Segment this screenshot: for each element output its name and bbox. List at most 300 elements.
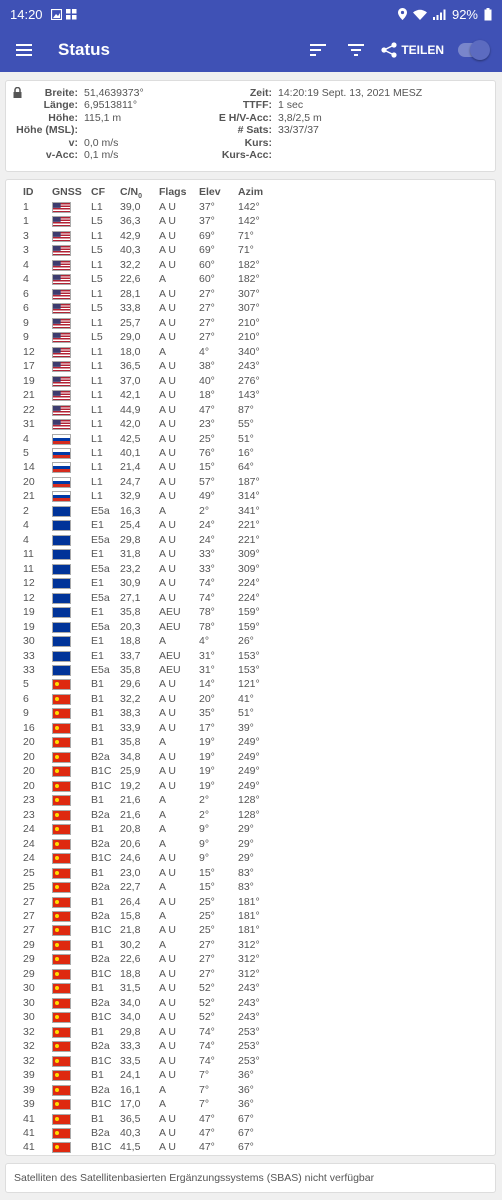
table-row bbox=[6, 895, 495, 909]
china-flag-icon bbox=[52, 954, 71, 965]
sat-flags: A U bbox=[159, 302, 176, 315]
elevation: 74° bbox=[199, 1054, 215, 1067]
china-flag-icon bbox=[52, 824, 71, 835]
carrier-frequency: L1 bbox=[91, 490, 103, 503]
sat-flags: AEU bbox=[159, 620, 181, 633]
carrier-frequency: B1 bbox=[91, 794, 104, 807]
signal-strength: 32,2 bbox=[120, 692, 141, 705]
gnss-flag bbox=[52, 376, 71, 387]
azimuth: 142° bbox=[238, 201, 260, 213]
russia-flag-icon bbox=[52, 434, 71, 445]
signal-strength: 41,5 bbox=[120, 1141, 141, 1154]
gnss-flag bbox=[52, 636, 71, 647]
azimuth: 182° bbox=[238, 258, 260, 271]
gnss-flag bbox=[52, 665, 71, 676]
carrier-frequency: B2a bbox=[91, 1083, 110, 1096]
info-label: v: bbox=[68, 136, 78, 149]
table-row bbox=[6, 417, 495, 431]
elevation: 69° bbox=[199, 244, 215, 257]
signal-strength: 22,7 bbox=[120, 881, 141, 894]
table-row bbox=[6, 1039, 495, 1053]
carrier-frequency: B1 bbox=[91, 1112, 104, 1125]
carrier-frequency: B1 bbox=[91, 707, 104, 720]
signal-strength: 33,7 bbox=[120, 649, 141, 662]
table-row bbox=[6, 808, 495, 822]
sat-flags: AEU bbox=[159, 606, 181, 619]
sat-id: 23 bbox=[23, 808, 35, 821]
gnss-flag bbox=[52, 289, 71, 300]
position-info-card bbox=[5, 80, 496, 172]
table-row bbox=[6, 837, 495, 851]
carrier-frequency: E5a bbox=[91, 562, 110, 575]
sat-id: 4 bbox=[23, 533, 29, 546]
elevation: 27° bbox=[199, 967, 215, 980]
sat-flags: A U bbox=[159, 678, 176, 691]
elevation: 25° bbox=[199, 432, 215, 445]
sat-id: 32 bbox=[23, 1040, 35, 1053]
sat-id: 11 bbox=[23, 548, 34, 561]
sat-flags: A U bbox=[159, 895, 176, 908]
carrier-frequency: E1 bbox=[91, 577, 104, 590]
china-flag-icon bbox=[52, 1114, 71, 1125]
gnss-flag bbox=[52, 752, 71, 763]
signal-strength: 15,8 bbox=[120, 909, 141, 922]
elevation: 17° bbox=[199, 721, 215, 734]
gnss-flag bbox=[52, 231, 71, 242]
gnss-flag bbox=[52, 1114, 71, 1125]
eu-flag-icon bbox=[52, 651, 71, 662]
carrier-frequency: L5 bbox=[91, 331, 103, 344]
sat-flags: A U bbox=[159, 866, 176, 879]
gnss-flag bbox=[52, 998, 71, 1009]
altitude-msl-row bbox=[6, 124, 196, 136]
signal-strength: 33,3 bbox=[120, 1040, 141, 1053]
carrier-frequency: B1 bbox=[91, 982, 104, 995]
china-flag-icon bbox=[52, 679, 71, 690]
sat-id: 20 bbox=[23, 475, 35, 488]
azimuth: 71° bbox=[238, 229, 254, 242]
table-row bbox=[6, 851, 495, 865]
azimuth: 224° bbox=[238, 591, 260, 604]
azimuth: 309° bbox=[238, 548, 260, 561]
table-row bbox=[6, 475, 495, 489]
table-row bbox=[6, 706, 495, 720]
usa-flag-icon bbox=[52, 289, 71, 300]
gnss-flag bbox=[52, 274, 71, 285]
china-flag-icon bbox=[52, 810, 71, 821]
elevation: 18° bbox=[199, 389, 215, 402]
sat-id: 30 bbox=[23, 996, 35, 1009]
signal-strength: 24,7 bbox=[120, 475, 141, 488]
azimuth: 55° bbox=[238, 418, 254, 431]
sat-id: 1 bbox=[23, 201, 29, 213]
elevation: 47° bbox=[199, 403, 215, 416]
elevation: 7° bbox=[199, 1083, 210, 1096]
sat-flags: A U bbox=[159, 374, 176, 387]
sat-id: 20 bbox=[23, 750, 35, 763]
sat-id: 23 bbox=[23, 794, 35, 807]
signal-strength: 16,1 bbox=[120, 1083, 141, 1096]
signal-strength: 30,2 bbox=[120, 938, 141, 951]
table-row bbox=[6, 620, 495, 634]
signal-strength: 22,6 bbox=[120, 273, 141, 286]
azimuth: 159° bbox=[238, 606, 260, 619]
eu-flag-icon bbox=[52, 549, 71, 560]
azimuth: 210° bbox=[238, 331, 260, 344]
carrier-frequency: L1 bbox=[91, 316, 103, 329]
usa-flag-icon bbox=[52, 405, 71, 416]
accuracy-value: 3,8/2,5 m bbox=[278, 111, 322, 124]
share-button[interactable] bbox=[375, 28, 452, 72]
gnss-flag bbox=[52, 245, 71, 256]
course-acc-row bbox=[198, 149, 493, 161]
sat-id: 11 bbox=[23, 562, 34, 575]
sat-flags: A U bbox=[159, 1141, 176, 1154]
info-label: v-Acc: bbox=[45, 149, 78, 162]
sat-flags: A U bbox=[159, 924, 176, 937]
table-row bbox=[6, 591, 495, 605]
sat-id: 4 bbox=[23, 432, 29, 445]
sat-id: 4 bbox=[23, 519, 29, 532]
signal-strength: 22,6 bbox=[120, 953, 141, 966]
usa-flag-icon bbox=[52, 216, 71, 227]
info-left-column bbox=[6, 87, 196, 161]
signal-strength: 35,8 bbox=[120, 664, 141, 676]
usa-flag-icon bbox=[52, 303, 71, 314]
azimuth: 249° bbox=[238, 779, 260, 792]
table-row bbox=[6, 576, 495, 590]
elevation: 7° bbox=[199, 1069, 210, 1082]
gnss-flag bbox=[52, 983, 71, 994]
sat-id: 29 bbox=[23, 938, 35, 951]
usa-flag-icon bbox=[52, 318, 71, 329]
signal-strength: 32,2 bbox=[120, 258, 141, 271]
table-row bbox=[6, 735, 495, 749]
hamburger-icon[interactable] bbox=[0, 28, 48, 72]
table-row bbox=[6, 938, 495, 952]
china-flag-icon bbox=[52, 795, 71, 806]
gnss-flag bbox=[52, 260, 71, 271]
azimuth: 143° bbox=[238, 389, 260, 402]
sat-id: 9 bbox=[23, 331, 29, 344]
sat-id: 41 bbox=[23, 1112, 35, 1125]
table-header bbox=[6, 184, 495, 201]
signal-strength: 33,9 bbox=[120, 721, 141, 734]
azimuth: 71° bbox=[238, 244, 254, 257]
tracking-toggle[interactable] bbox=[458, 43, 488, 57]
table-row bbox=[6, 1083, 495, 1097]
azimuth: 243° bbox=[238, 1011, 260, 1024]
signal-strength: 33,8 bbox=[120, 302, 141, 315]
carrier-frequency: B1C bbox=[91, 779, 112, 792]
sat-id: 39 bbox=[23, 1069, 35, 1082]
azimuth: 341° bbox=[238, 504, 260, 517]
sat-flags: A U bbox=[159, 1127, 176, 1139]
elevation: 52° bbox=[199, 982, 215, 995]
gnss-flag bbox=[52, 303, 71, 314]
sat-id: 9 bbox=[23, 707, 29, 720]
table-row bbox=[6, 446, 495, 460]
sort-icon[interactable] bbox=[299, 28, 337, 72]
usa-flag-icon bbox=[52, 332, 71, 343]
signal-strength: 17,0 bbox=[120, 1098, 141, 1111]
elevation: 74° bbox=[199, 1040, 215, 1053]
azimuth: 221° bbox=[238, 519, 260, 532]
carrier-frequency: B2a bbox=[91, 750, 110, 763]
sat-id: 9 bbox=[23, 316, 29, 329]
azimuth: 83° bbox=[238, 866, 254, 879]
gnss-flag bbox=[52, 1142, 71, 1153]
china-flag-icon bbox=[52, 708, 71, 719]
china-flag-icon bbox=[52, 752, 71, 763]
azimuth: 67° bbox=[238, 1141, 254, 1154]
longitude-value: 6,9513811° bbox=[84, 99, 138, 112]
sat-flags: A U bbox=[159, 461, 176, 474]
eu-flag-icon bbox=[52, 578, 71, 589]
china-flag-icon bbox=[52, 897, 71, 908]
gnss-flag bbox=[52, 897, 71, 908]
elevation: 15° bbox=[199, 881, 215, 894]
elevation: 27° bbox=[199, 316, 215, 329]
gnss-flag bbox=[52, 954, 71, 965]
azimuth: 128° bbox=[238, 794, 260, 807]
signal-strength: 25,4 bbox=[120, 519, 141, 532]
signal-strength: 35,8 bbox=[120, 736, 141, 749]
info-label: Länge: bbox=[43, 99, 78, 112]
signal-strength: 33,5 bbox=[120, 1054, 141, 1067]
azimuth: 314° bbox=[238, 490, 260, 503]
table-row bbox=[6, 258, 495, 272]
sat-id: 21 bbox=[23, 490, 35, 503]
table-row bbox=[6, 518, 495, 532]
gnss-flag bbox=[52, 332, 71, 343]
table-row bbox=[6, 721, 495, 735]
china-flag-icon bbox=[52, 940, 71, 951]
table-row bbox=[6, 866, 495, 880]
gnss-flag bbox=[52, 593, 71, 604]
usa-flag-icon bbox=[52, 260, 71, 271]
azimuth: 181° bbox=[238, 895, 260, 908]
table-row bbox=[6, 1025, 495, 1039]
sat-flags: A bbox=[159, 273, 167, 286]
gnss-flag bbox=[52, 925, 71, 936]
carrier-frequency: B2a bbox=[91, 953, 110, 966]
china-flag-icon bbox=[52, 1099, 71, 1110]
table-row bbox=[6, 909, 495, 923]
table-row bbox=[6, 489, 495, 503]
table-row bbox=[6, 1010, 495, 1024]
altitude-row bbox=[6, 112, 196, 124]
sat-flags: A U bbox=[159, 519, 176, 532]
table-row bbox=[6, 330, 495, 344]
usa-flag-icon bbox=[52, 419, 71, 430]
carrier-frequency: E5a bbox=[91, 591, 110, 604]
azimuth: 142° bbox=[238, 215, 260, 228]
sat-id: 19 bbox=[23, 606, 35, 619]
elevation: 25° bbox=[199, 909, 215, 922]
sat-flags: A U bbox=[159, 446, 176, 459]
time-value: 14:20:19 Sept. 13, 2021 MESZ bbox=[278, 87, 423, 99]
sat-id: 30 bbox=[23, 1011, 35, 1024]
signal-strength: 38,3 bbox=[120, 707, 141, 720]
elevation: 4° bbox=[199, 635, 210, 648]
gnss-flag bbox=[52, 462, 71, 473]
header-gnss: GNSS bbox=[52, 186, 82, 198]
gnss-flag bbox=[52, 911, 71, 922]
filter-icon[interactable] bbox=[337, 28, 375, 72]
elevation: 15° bbox=[199, 866, 215, 879]
sat-id: 32 bbox=[23, 1025, 35, 1038]
elevation: 25° bbox=[199, 895, 215, 908]
gnss-flag bbox=[52, 766, 71, 777]
sat-flags: A bbox=[159, 1098, 167, 1111]
table-row bbox=[6, 952, 495, 966]
sat-flags: A U bbox=[159, 1069, 176, 1082]
elevation: 47° bbox=[199, 1141, 215, 1154]
table-row bbox=[6, 692, 495, 706]
elevation: 2° bbox=[199, 504, 210, 517]
signal-strength: 40,3 bbox=[120, 1127, 141, 1139]
sat-flags: A U bbox=[159, 967, 176, 980]
table-row bbox=[6, 460, 495, 474]
signal-strength: 42,9 bbox=[120, 229, 141, 242]
sat-id: 25 bbox=[23, 866, 35, 879]
elevation: 37° bbox=[199, 201, 215, 213]
signal-strength: 20,6 bbox=[120, 837, 141, 850]
carrier-frequency: E5a bbox=[91, 664, 110, 676]
gnss-flag bbox=[52, 882, 71, 893]
sat-flags: A U bbox=[159, 765, 176, 778]
azimuth: 243° bbox=[238, 360, 260, 373]
sat-id: 32 bbox=[23, 1054, 35, 1067]
elevation: 47° bbox=[199, 1127, 215, 1139]
carrier-frequency: L1 bbox=[91, 446, 103, 459]
table-row bbox=[6, 967, 495, 981]
gnss-flag bbox=[52, 1070, 71, 1081]
azimuth: 307° bbox=[238, 302, 260, 315]
signal-strength: 29,8 bbox=[120, 533, 141, 546]
signal-strength: 21,6 bbox=[120, 808, 141, 821]
carrier-frequency: B1 bbox=[91, 1025, 104, 1038]
elevation: 31° bbox=[199, 664, 215, 676]
azimuth: 121° bbox=[238, 678, 260, 691]
china-flag-icon bbox=[52, 723, 71, 734]
elevation: 74° bbox=[199, 591, 215, 604]
elevation: 27° bbox=[199, 953, 215, 966]
gnss-flag bbox=[52, 564, 71, 575]
sat-id: 5 bbox=[23, 446, 29, 459]
sat-flags: A U bbox=[159, 331, 176, 344]
carrier-frequency: L1 bbox=[91, 389, 103, 402]
carrier-frequency: B1C bbox=[91, 1141, 112, 1154]
azimuth: 87° bbox=[238, 403, 254, 416]
carrier-frequency: B1C bbox=[91, 765, 112, 778]
sat-flags: A U bbox=[159, 1040, 176, 1053]
sat-flags: A U bbox=[159, 996, 176, 1009]
sat-id: 24 bbox=[23, 837, 35, 850]
gnss-flag bbox=[52, 491, 71, 502]
elevation: 9° bbox=[199, 823, 210, 836]
signal-strength: 20,3 bbox=[120, 620, 141, 633]
table-row bbox=[6, 388, 495, 402]
gnss-flag bbox=[52, 434, 71, 445]
gnss-flag bbox=[52, 795, 71, 806]
carrier-frequency: B1 bbox=[91, 1069, 104, 1082]
sat-id: 25 bbox=[23, 881, 35, 894]
sat-flags: A U bbox=[159, 316, 176, 329]
russia-flag-icon bbox=[52, 448, 71, 459]
table-row bbox=[6, 547, 495, 561]
sat-flags: A U bbox=[159, 418, 176, 431]
gnss-flag bbox=[52, 535, 71, 546]
sat-flags: A bbox=[159, 909, 167, 922]
info-label: Kurs: bbox=[244, 136, 272, 149]
table-row bbox=[6, 403, 495, 417]
gnss-flag bbox=[52, 390, 71, 401]
elevation: 69° bbox=[199, 229, 215, 242]
signal-strength: 40,1 bbox=[120, 446, 141, 459]
gnss-flag bbox=[52, 477, 71, 488]
table-row bbox=[6, 663, 495, 677]
signal-strength: 31,5 bbox=[120, 982, 141, 995]
signal-strength: 32,9 bbox=[120, 490, 141, 503]
elevation: 20° bbox=[199, 692, 215, 705]
china-flag-icon bbox=[52, 766, 71, 777]
gnss-flag bbox=[52, 723, 71, 734]
signal-strength: 29,8 bbox=[120, 1025, 141, 1038]
eu-flag-icon bbox=[52, 593, 71, 604]
azimuth: 36° bbox=[238, 1083, 254, 1096]
elevation: 24° bbox=[199, 533, 215, 546]
sat-id: 31 bbox=[23, 418, 35, 431]
eu-flag-icon bbox=[52, 636, 71, 647]
gnss-flag bbox=[52, 202, 71, 213]
china-flag-icon bbox=[52, 1085, 71, 1096]
usa-flag-icon bbox=[52, 245, 71, 256]
elevation: 19° bbox=[199, 779, 215, 792]
header-cn-label: C/N bbox=[120, 186, 139, 198]
sat-flags: AEU bbox=[159, 649, 181, 662]
longitude-row bbox=[6, 99, 196, 111]
signal-strength: 21,4 bbox=[120, 461, 141, 474]
header-azim: Azim bbox=[238, 186, 264, 198]
elevation: 31° bbox=[199, 649, 215, 662]
azimuth: 249° bbox=[238, 765, 260, 778]
signal-strength: 24,1 bbox=[120, 1069, 141, 1082]
table-row bbox=[6, 374, 495, 388]
usa-flag-icon bbox=[52, 390, 71, 401]
sat-flags: AEU bbox=[159, 664, 181, 676]
elevation: 25° bbox=[199, 924, 215, 937]
signal-strength: 42,1 bbox=[120, 389, 141, 402]
azimuth: 249° bbox=[238, 750, 260, 763]
carrier-frequency: L1 bbox=[91, 287, 103, 300]
table-row bbox=[6, 779, 495, 793]
sat-flags: A U bbox=[159, 533, 176, 546]
carrier-frequency: B1C bbox=[91, 1054, 112, 1067]
gnss-flag bbox=[52, 607, 71, 618]
altitude-value: 115,1 m bbox=[84, 111, 122, 124]
china-flag-icon bbox=[52, 983, 71, 994]
gnss-flag bbox=[52, 868, 71, 879]
signal-strength: 36,5 bbox=[120, 1112, 141, 1125]
signal-strength: 29,6 bbox=[120, 678, 141, 691]
elevation: 74° bbox=[199, 1025, 215, 1038]
russia-flag-icon bbox=[52, 462, 71, 473]
sat-flags: A U bbox=[159, 1054, 176, 1067]
table-row bbox=[6, 1054, 495, 1068]
status-time: 14:20 bbox=[10, 6, 43, 22]
